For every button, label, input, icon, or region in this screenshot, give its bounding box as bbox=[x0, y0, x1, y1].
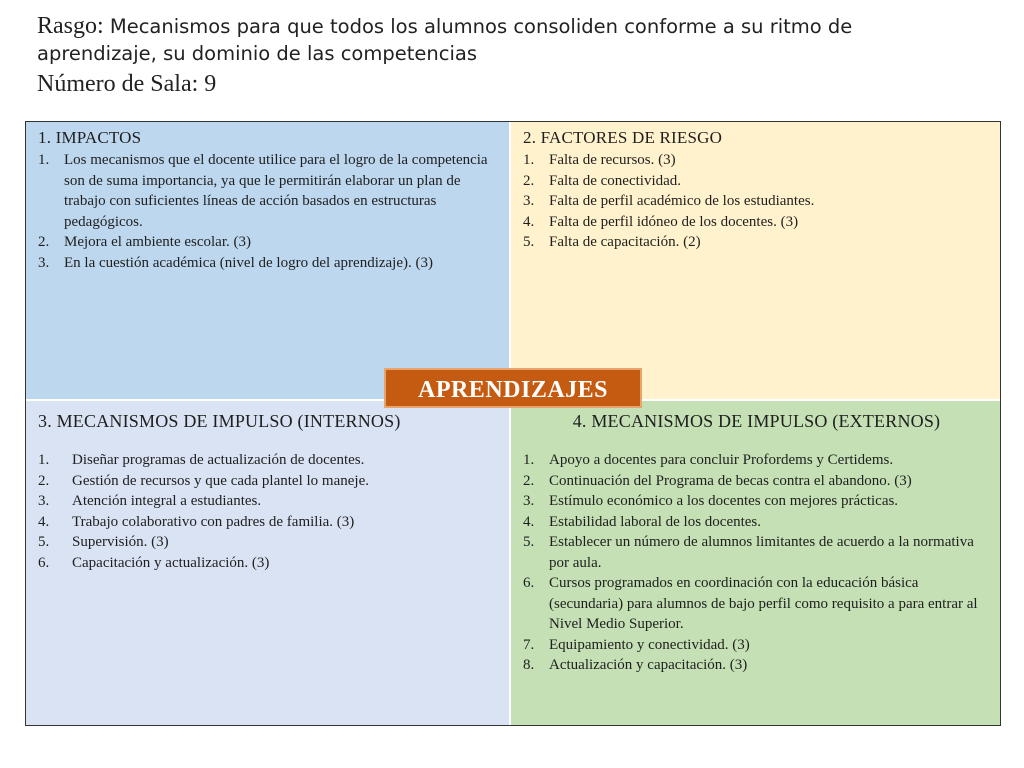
list-item bbox=[523, 532, 990, 573]
list-item-number: 4. bbox=[523, 513, 535, 530]
list-item-text: Actualización y capacitación. (3) bbox=[549, 657, 748, 673]
list-item bbox=[38, 232, 499, 253]
list-item-text: Estímulo económico a los docentes con mejores prácticas. bbox=[549, 493, 899, 509]
list-item-text: Gestión de recursos y que cada plantel lo maneje. bbox=[72, 472, 369, 489]
quadrant-impulso-externos bbox=[511, 401, 1000, 725]
title-text: Mecanismos para que todos los alumnos consoliden conforme a su ritmo de bbox=[103, 15, 853, 38]
list-item-number: 3. bbox=[38, 493, 50, 509]
list-item bbox=[38, 553, 499, 574]
list-item bbox=[38, 491, 499, 512]
list-item-number: 6. bbox=[523, 575, 535, 591]
center-label-aprendizajes: APRENDIZAJES bbox=[384, 368, 642, 408]
list-item-number: 3. bbox=[523, 193, 535, 209]
list-item-number: 5. bbox=[523, 234, 535, 250]
list-item-number: 2. bbox=[523, 472, 535, 489]
list-item-number: 3. bbox=[38, 254, 50, 271]
list-item bbox=[523, 450, 990, 471]
list-item-number: 5. bbox=[38, 534, 50, 550]
list-item-text: Continuación del Programa de becas contra el abandono. (3) bbox=[549, 472, 912, 489]
list-item-number: 1. bbox=[38, 152, 50, 168]
list-item-text: Falta de recursos. (3) bbox=[549, 152, 676, 168]
list-item-text: Falta de capacitación. (2) bbox=[549, 234, 701, 250]
list-item-number: 1. bbox=[523, 452, 535, 468]
list-item-number: 3. bbox=[523, 493, 535, 509]
list-item bbox=[523, 491, 990, 512]
list-item-number: 4. bbox=[523, 213, 535, 230]
list-item bbox=[38, 532, 499, 553]
list-item-number: 6. bbox=[38, 554, 50, 571]
list-item bbox=[38, 512, 499, 533]
factores-list bbox=[521, 150, 990, 253]
list-item bbox=[523, 232, 990, 253]
list-item-text: Estabilidad laboral de los docentes. bbox=[549, 513, 762, 530]
impactos-list bbox=[36, 150, 499, 273]
list-item-text: Capacitación y actualización. (3) bbox=[72, 554, 270, 571]
list-item bbox=[523, 191, 990, 212]
list-item-number: 4. bbox=[38, 513, 50, 530]
quadrant-grid bbox=[25, 121, 1001, 726]
list-item-text: Atención integral a estudiantes. bbox=[72, 493, 262, 509]
quadrant-factores-riesgo bbox=[511, 122, 1000, 401]
list-item bbox=[523, 471, 990, 492]
slide-title bbox=[37, 12, 997, 67]
list-item bbox=[523, 573, 990, 635]
list-item-number: 7. bbox=[523, 636, 535, 653]
room-number: Número de Sala: 9 bbox=[37, 71, 217, 97]
list-item-text: Falta de perfil académico de los estudiantes. bbox=[549, 193, 815, 209]
list-item-text: Diseñar programas de actualización de docentes. bbox=[72, 452, 365, 468]
externos-list bbox=[521, 450, 990, 676]
list-item-text: Supervisión. (3) bbox=[72, 534, 169, 550]
list-item-number: 8. bbox=[523, 657, 535, 673]
list-item-text: Trabajo colaborativo con padres de familia. (3) bbox=[72, 513, 355, 530]
list-item-text: Establecer un número de alumnos limitantes de acuerdo a la normativa por aula. bbox=[549, 534, 974, 571]
list-item-number: 2. bbox=[38, 234, 50, 250]
list-item-text: Mejora el ambiente escolar. (3) bbox=[64, 234, 252, 250]
quadrant-title: 4. MECANISMOS DE IMPULSO (EXTERNOS) bbox=[572, 411, 941, 431]
list-item-text: Cursos programados en coordinación con la educación básica (secundaria) para alumnos de bajo perfil como requisito a para entrar al Nivel Medio Superior. bbox=[549, 575, 978, 632]
list-item-text: Falta de conectividad. bbox=[549, 172, 682, 189]
list-item-number: 2. bbox=[523, 172, 535, 189]
list-item bbox=[38, 450, 499, 471]
list-item-number: 2. bbox=[38, 472, 50, 489]
list-item bbox=[38, 471, 499, 492]
list-item bbox=[523, 512, 990, 533]
quadrant-impactos bbox=[26, 122, 511, 401]
list-item bbox=[523, 635, 990, 656]
title-text-line2: aprendizaje, su dominio de las competencias bbox=[37, 42, 477, 65]
slide-header bbox=[37, 12, 997, 99]
quadrant-title: 2. FACTORES DE RIESGO bbox=[523, 128, 723, 147]
list-item bbox=[523, 171, 990, 192]
list-item-number: 5. bbox=[523, 534, 535, 550]
quadrant-title: 1. IMPACTOS bbox=[38, 128, 142, 147]
list-item-text: Equipamiento y conectividad. (3) bbox=[549, 636, 750, 653]
list-item-text: Falta de perfil idóneo de los docentes. (3) bbox=[549, 213, 799, 230]
list-item bbox=[38, 150, 499, 232]
list-item bbox=[523, 212, 990, 233]
list-item bbox=[38, 253, 499, 274]
list-item-text: En la cuestión académica (nivel de logro del aprendizaje). (3) bbox=[64, 254, 433, 271]
title-lead: Rasgo: bbox=[37, 13, 104, 39]
internos-list bbox=[36, 450, 499, 573]
list-item-text: Los mecanismos que el docente utilice para el logro de la competencia son de suma importancia, ya que le permitirán elaborar un plan de trabajo con suficientes líneas de acción basados en estructuras pedagógicos. bbox=[64, 152, 488, 230]
list-item-text: Apoyo a docentes para concluir Profordems y Certidems. bbox=[549, 452, 894, 468]
list-item bbox=[523, 150, 990, 171]
list-item bbox=[523, 655, 990, 676]
quadrant-impulso-internos bbox=[26, 401, 511, 725]
quadrant-title: 3. MECANISMOS DE IMPULSO (INTERNOS) bbox=[38, 411, 401, 431]
list-item-number: 1. bbox=[38, 452, 50, 468]
list-item-number: 1. bbox=[523, 152, 535, 168]
